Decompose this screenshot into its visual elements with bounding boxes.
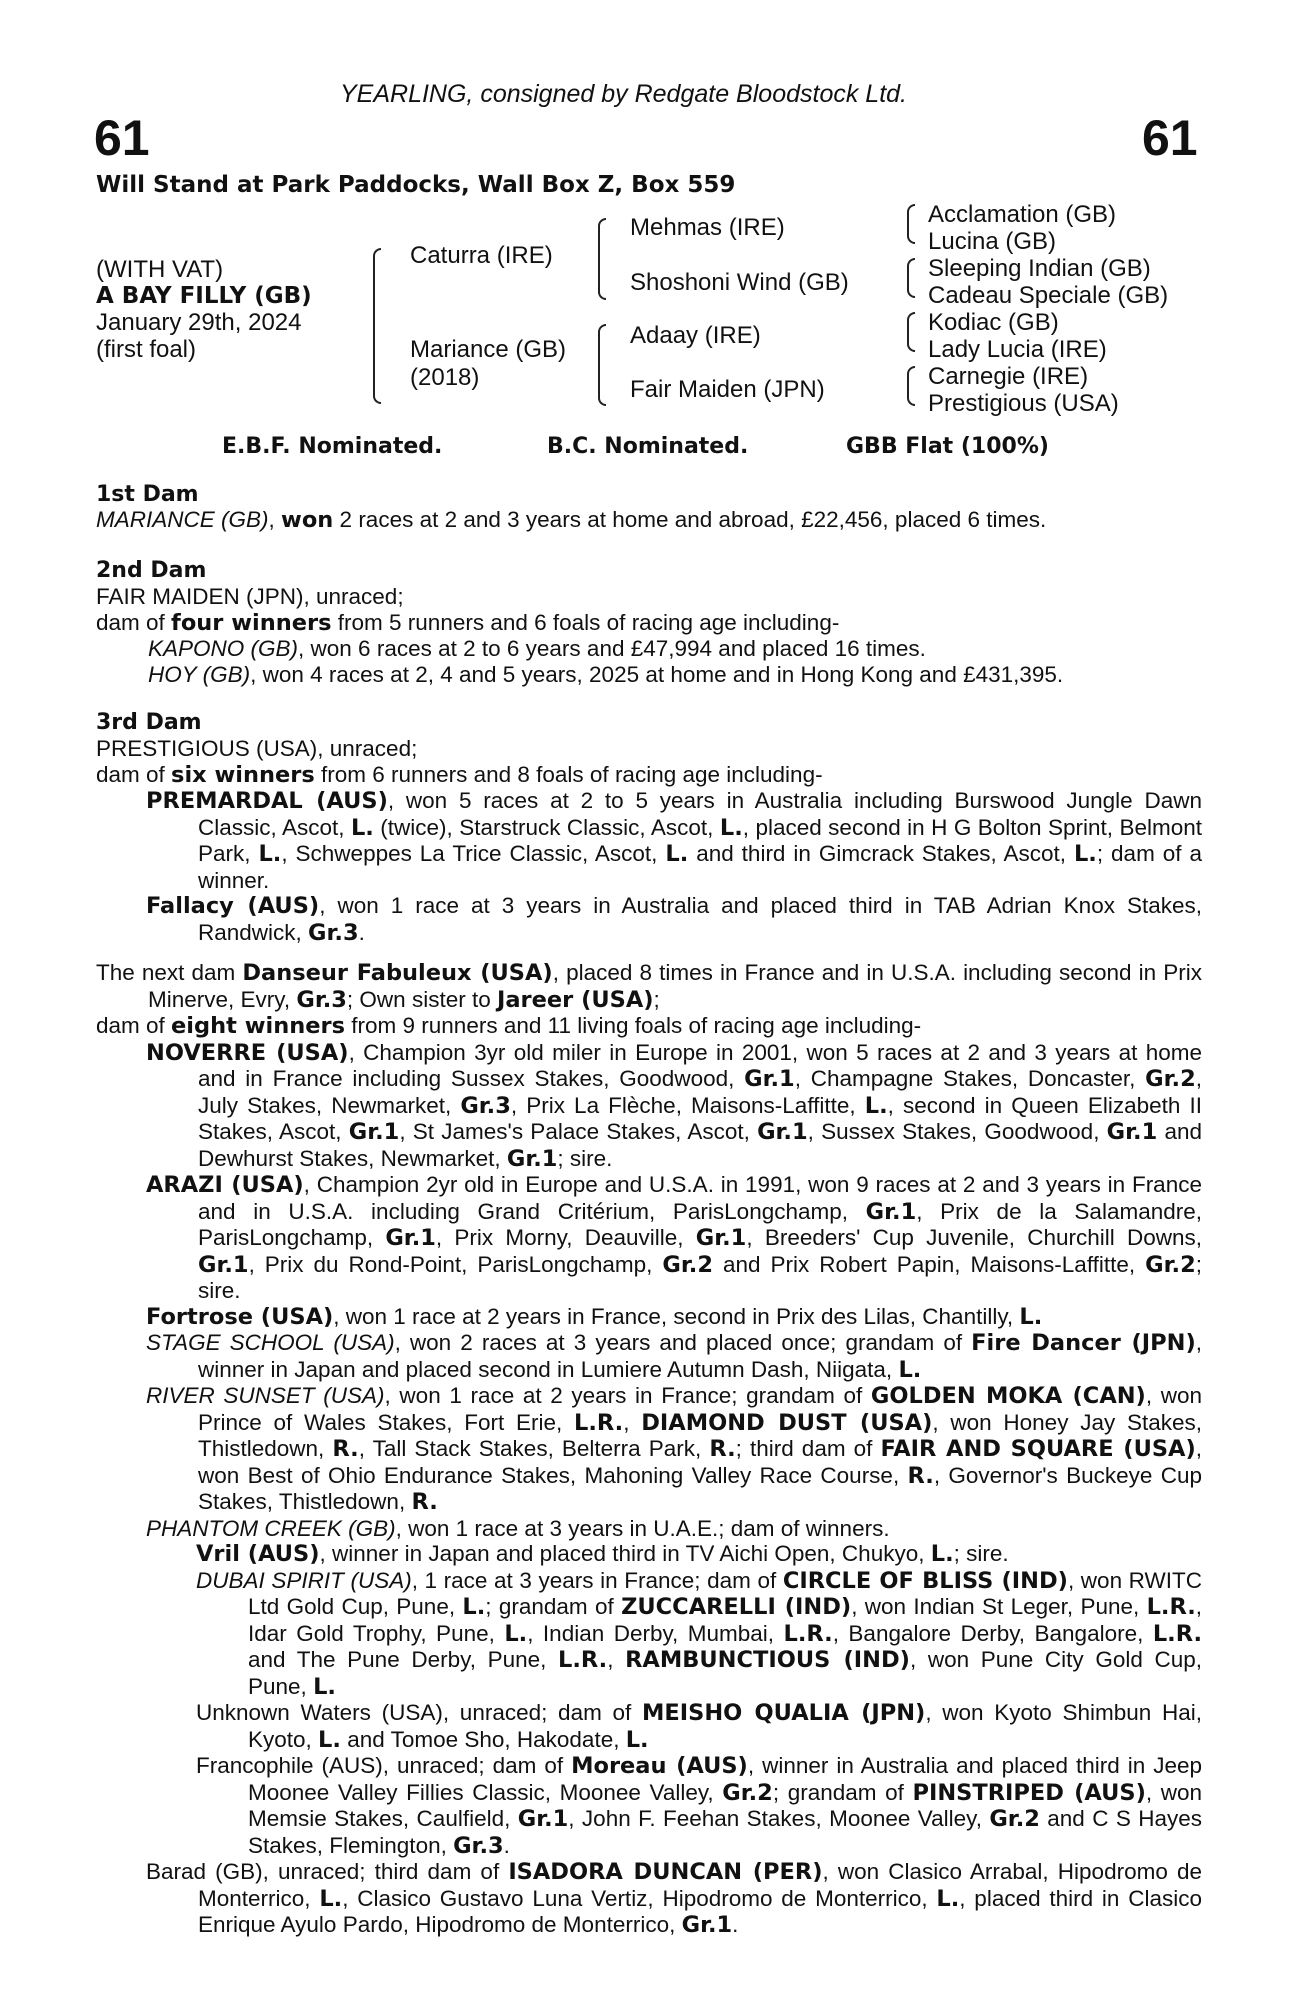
dam-sire: Adaay (IRE)	[630, 322, 761, 349]
next-dam-intro: The next dam Danseur Fabuleux (USA), placed 8 times in France and in U.S.A. including second in Prix Minerve, Evry, Gr.3; Own sister to Jareer (USA);	[96, 960, 1202, 1013]
third-dam-produce-line: dam of six winners from 6 runners and 8 foals of racing age including-	[96, 761, 823, 788]
next-dam-produce-line: dam of eight winners from 9 runners and 11 living foals of racing age including-	[96, 1013, 922, 1039]
produce-unknown-waters: Unknown Waters (USA), unraced; dam of MEISHO QUALIA (JPN), won Kyoto Shimbun Hai, Kyoto, L. and Tomoe Sho, Hakodate, L.	[196, 1700, 1202, 1753]
lot-number-left: 61	[94, 110, 150, 166]
pedigree-brace-dam	[598, 324, 606, 406]
ancestor-4: Cadeau Speciale (GB)	[928, 282, 1169, 309]
pedigree-brace-g1	[907, 204, 915, 244]
produce-stage-school: STAGE SCHOOL (USA), won 2 races at 3 years and placed once; grandam of Fire Dancer (JPN), winner in Japan and placed second in Lumiere Autumn Dash, Niigata, L.	[146, 1330, 1202, 1383]
ancestor-3: Sleeping Indian (GB)	[928, 255, 1151, 282]
ebf-nomination: E.B.F. Nominated.	[222, 434, 443, 459]
produce-river-sunset: RIVER SUNSET (USA), won 1 race at 2 years in France; grandam of GOLDEN MOKA (CAN), won Prince of Wales Stakes, Fort Erie, L.R., DIAMOND DUST (USA), won Honey Jay Stakes, Thistledown, R., Tall Stack Stakes, Belterra Park, R.; third dam of FAIR AND SQUARE (USA), won Best of Ohio Endurance Stakes, Mahoning Valley Race Course, R., Governor's Buckeye Cup Stakes, Thistledown, R.	[146, 1383, 1203, 1515]
ancestor-5: Kodiac (GB)	[928, 309, 1059, 336]
horse-description: A BAY FILLY (GB)	[96, 283, 312, 309]
consignment-line: YEARLING, consigned by Redgate Bloodstock Ltd.	[340, 80, 907, 108]
vat-note: (WITH VAT)	[96, 256, 224, 283]
foal-note: (first foal)	[96, 336, 197, 363]
pedigree-brace-g3	[907, 312, 915, 352]
ancestor-2: Lucina (GB)	[928, 228, 1057, 255]
produce-fallacy: Fallacy (AUS), won 1 race at 3 years in Australia and placed third in TAB Adrian Knox Stakes, Randwick, Gr.3.	[146, 893, 1202, 946]
foaling-date: January 29th, 2024	[96, 309, 302, 336]
third-dam-name-line: PRESTIGIOUS (USA), unraced;	[96, 736, 418, 761]
ancestor-6: Lady Lucia (IRE)	[928, 336, 1107, 363]
first-dam-heading: 1st Dam	[96, 482, 199, 507]
third-dam-heading: 3rd Dam	[96, 710, 202, 735]
pedigree-brace-g4	[907, 366, 915, 406]
pedigree-brace-main	[373, 248, 381, 404]
sire-dam: Shoshoni Wind (GB)	[630, 269, 849, 296]
third-dam-block	[96, 736, 1202, 946]
bc-nomination: B.C. Nominated.	[547, 434, 749, 459]
gbb-nomination: GBB Flat (100%)	[846, 434, 1049, 459]
produce-dubai-spirit: DUBAI SPIRIT (USA), 1 race at 3 years in France; dam of CIRCLE OF BLISS (IND), won RWITC Ltd Gold Cup, Pune, L.; grandam of ZUCCARELLI (IND), won Indian St Leger, Pune, L.R., Idar Gold Trophy, Pune, L., Indian Derby, Mumbai, L.R., Bangalore Derby, Bangalore, L.R. and The Pune Derby, Pune, L.R., RAMBUNCTIOUS (IND), won Pune City Gold Cup, Pune, L.	[196, 1567, 1203, 1700]
produce-noverre: NOVERRE (USA), Champion 3yr old miler in Europe in 2001, won 5 races at 2 and 3 years at home and in France including Sussex Stakes, Goodwood, Gr.1, Champagne Stakes, Doncaster, Gr.2, July Stakes, Newmarket, Gr.3, Prix La Flèche, Maisons-Laffitte, L., second in Queen Elizabeth II Stakes, Ascot, Gr.1, St James's Palace Stakes, Ascot, Gr.1, Sussex Stakes, Goodwood, Gr.1 and Dewhurst Stakes, Newmarket, Gr.1; sire.	[146, 1039, 1203, 1172]
second-dam-produce-line: dam of four winners from 5 runners and 6 foals of racing age including-	[96, 609, 840, 636]
dam: Mariance (GB)	[410, 336, 567, 363]
second-dam-block	[96, 584, 1202, 687]
stand-location: Will Stand at Park Paddocks, Wall Box Z, Box 559	[96, 172, 736, 198]
produce-barad: Barad (GB), unraced; third dam of ISADORA DUNCAN (PER), won Clasico Arrabal, Hipodromo de Monterrico, L., Clasico Gustavo Luna Vertiz, Hipodromo de Monterrico, L., placed third in Clasico Enrique Ayulo Pardo, Hipodromo de Monterrico, Gr.1.	[146, 1859, 1202, 1938]
pedigree-brace-sire	[598, 218, 606, 300]
next-dam-block	[96, 960, 1202, 1939]
pedigree-brace-g2	[907, 258, 915, 298]
produce-kapono: KAPONO (GB), won 6 races at 2 to 6 years and £47,994 and placed 16 times.	[148, 636, 926, 661]
produce-vril: Vril (AUS), winner in Japan and placed third in TV Aichi Open, Chukyo, L.; sire.	[196, 1541, 1009, 1567]
dam-dam: Fair Maiden (JPN)	[630, 376, 825, 403]
produce-phantom-creek: PHANTOM CREEK (GB), won 1 race at 3 years in U.A.E.; dam of winners.	[146, 1515, 890, 1541]
sire: Caturra (IRE)	[410, 242, 553, 269]
first-dam-text: MARIANCE (GB), won 2 races at 2 and 3 years at home and abroad, £22,456, placed 6 times.	[96, 507, 1047, 533]
sire-sire: Mehmas (IRE)	[630, 214, 785, 241]
produce-premardal: PREMARDAL (AUS), won 5 races at 2 to 5 years in Australia including Burswood Jungle Dawn Classic, Ascot, L. (twice), Starstruck Classic, Ascot, L., placed second in H G Bolton Sprint, Belmont Park, L., Schweppes La Trice Classic, Ascot, L. and third in Gimcrack Stakes, Ascot, L.; dam of a winner.	[146, 788, 1203, 893]
ancestor-7: Carnegie (IRE)	[928, 363, 1089, 390]
produce-hoy: HOY (GB), won 4 races at 2, 4 and 5 years, 2025 at home and in Hong Kong and £431,395.	[148, 661, 1064, 687]
produce-arazi: ARAZI (USA), Champion 2yr old in Europe and U.S.A. in 1991, won 9 races at 2 and 3 years in France and in U.S.A. including Grand Critérium, ParisLongchamp, Gr.1, Prix de la Salamandre, ParisLongchamp, Gr.1, Prix Morny, Deauville, Gr.1, Breeders' Cup Juvenile, Churchill Downs, Gr.1, Prix du Rond-Point, ParisLongchamp, Gr.2 and Prix Robert Papin, Maisons-Laffitte, Gr.2; sire.	[146, 1172, 1202, 1303]
lot-number-right: 61	[1142, 110, 1198, 166]
produce-francophile: Francophile (AUS), unraced; dam of Moreau (AUS), winner in Australia and placed third in Jeep Moonee Valley Fillies Classic, Moonee Valley, Gr.2; grandam of PINSTRIPED (AUS), won Memsie Stakes, Caulfield, Gr.1, John F. Feehan Stakes, Moonee Valley, Gr.2 and C S Hayes Stakes, Flemington, Gr.3.	[196, 1753, 1202, 1859]
second-dam-name-line: FAIR MAIDEN (JPN), unraced;	[96, 584, 404, 609]
produce-fortrose: Fortrose (USA), won 1 race at 2 years in France, second in Prix des Lilas, Chantilly, L.	[146, 1303, 1043, 1330]
ancestor-1: Acclamation (GB)	[928, 201, 1117, 228]
second-dam-heading: 2nd Dam	[96, 558, 207, 583]
dam-year: (2018)	[410, 364, 480, 391]
ancestor-8: Prestigious (USA)	[928, 390, 1119, 417]
